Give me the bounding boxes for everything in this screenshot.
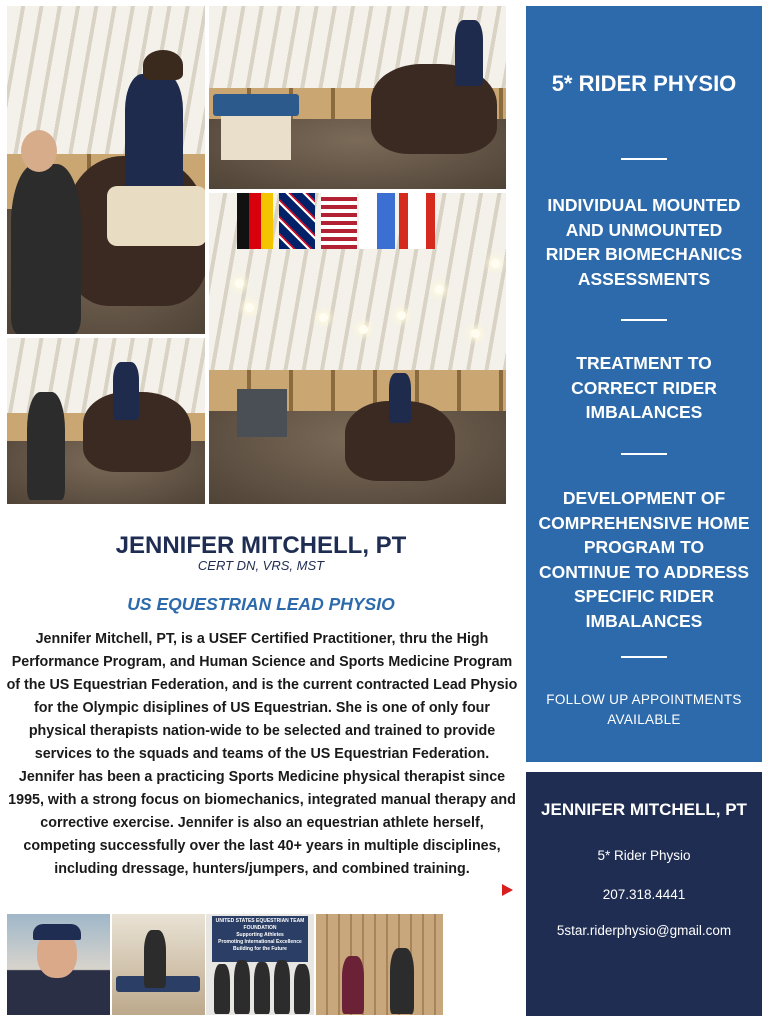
contact-name: JENNIFER MITCHELL, PT [541, 800, 747, 819]
divider [621, 319, 667, 321]
follow-up-note: FOLLOW UP APPOINTMENTS AVAILABLE [546, 692, 742, 727]
photo-stable-aisle [316, 914, 443, 1015]
contact-phone[interactable]: 207.318.4441 [602, 887, 686, 902]
contact-business: 5* Rider Physio [597, 848, 691, 863]
sign-line-1: UNITED STATES EQUESTRIAN TEAM FOUNDATION [215, 918, 305, 931]
profile-credentials: CERT DN, VRS, MST [197, 558, 325, 573]
services-panel [526, 6, 762, 762]
photo-arena-flags [209, 193, 506, 504]
divider [621, 158, 667, 160]
service-item: TREATMENT TO CORRECT RIDER IMBALANCES [571, 353, 717, 422]
photo-mounted-assessment [7, 6, 205, 334]
profile-name: JENNIFER MITCHELL, PT [115, 532, 407, 559]
photo-athlete-portrait [7, 914, 110, 1015]
divider [621, 453, 667, 455]
services-title: 5* RIDER PHYSIO [551, 71, 737, 96]
profile-role: US EQUESTRIAN LEAD PHYSIO [127, 594, 395, 614]
photo-unmounted-assessment [209, 6, 506, 189]
sign-line-2: Supporting Athletes [236, 932, 284, 938]
photo-ground-session [7, 338, 205, 504]
photo-treatment-table [112, 914, 205, 1015]
service-item: DEVELOPMENT OF COMPREHENSIVE HOME PROGRAM TO CONTINUE TO ADDRESS SPECIFIC RIDER IMBALANCES [538, 488, 750, 631]
sign-line-3: Promoting International Excellence [218, 939, 302, 945]
sign-line-4: Building for the Future [233, 946, 287, 952]
service-item: INDIVIDUAL MOUNTED AND UNMOUNTED RIDER BIOMECHANICS ASSESSMENTS [545, 195, 743, 289]
profile-bio: Jennifer Mitchell, PT, is a USEF Certified Practitioner, thru the High Performance Program, and Human Science and Sports Medicine Program of the US Equestrian Federation, and is the current contracted Lead Physio for the Olympic disiplines of US Equestrian. She is one of only four physical therapists nation-wide to be selected and trained to provide services to the squads and teams of the US Equestrian Federation. Jennifer has been a practicing Sports Medicine physical therapist since 1995, with a strong focus on biomechanics, integrated manual therapy and corrective exercise. Jennifer is also an equestrian athlete herself, competing successfully over the last 40+ years in multiple disciplines, including dressage, hunters/jumpers, and combined training. [6, 631, 518, 877]
contact-panel [526, 772, 762, 1016]
arrow-right-icon [502, 884, 513, 896]
divider [621, 656, 667, 658]
contact-email[interactable]: 5star.riderphysio@gmail.com [556, 923, 732, 938]
photo-usef-team [206, 914, 314, 1015]
